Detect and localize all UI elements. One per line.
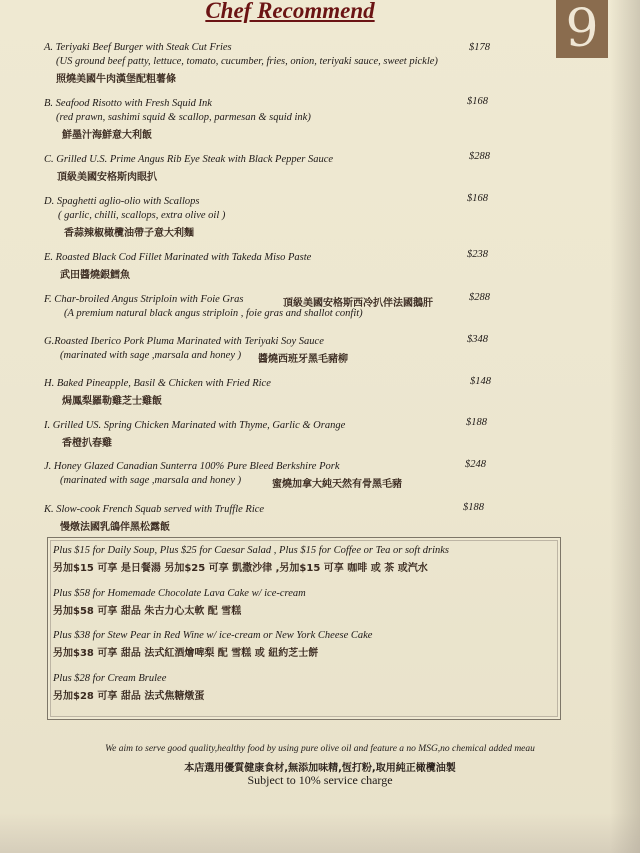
brand-logo: 9 [556,0,608,58]
addon-soup-salad-drink-chinese: 另加$15 可享 是日餐湯 另加$25 可享 凱撒沙律 ,另加$15 可享 咖啡 或 茶 或汽水 [53,563,428,574]
item-d-chinese: 香蒜辣椒橄欖油帶子意大利麵 [64,228,194,239]
item-j-price: $248 [465,459,486,470]
item-h-price: $148 [470,376,491,387]
item-e-chinese: 武田醬燒銀鱈魚 [60,270,130,281]
addon-cream-brulee: Plus $28 for Cream Brulee [53,673,167,684]
item-e-price: $238 [467,249,488,260]
item-a-name: A. Teriyaki Beef Burger with Steak Cut Fries [44,42,232,53]
item-g-desc: (marinated with sage ,marsala and honey ) [60,350,242,361]
addon-lava-cake-chinese: 另加$58 可享 甜品 朱古力心太軟 配 雪糕 [53,606,242,617]
item-j-desc: (marinated with sage ,marsala and honey ) [60,475,242,486]
item-d-desc: ( garlic, chilli, scallops, extra olive oil ) [58,210,226,221]
page-bottom-shadow [0,813,640,853]
item-g-name: G.Roasted Iberico Pork Pluma Marinated with Teriyaki Soy Sauce [44,336,324,347]
item-b-price: $168 [467,96,488,107]
item-b-name: B. Seafood Risotto with Fresh Squid Ink [44,98,212,109]
addon-soup-salad-drink: Plus $15 for Daily Soup, Plus $25 for Caesar Salad , Plus $15 for Coffee or Tea or soft drinks [53,545,450,556]
item-j-chinese: 蜜燒加拿大純天然有骨黑毛豬 [272,479,402,490]
item-b-chinese: 鮮墨汁海鮮意大利飯 [62,130,152,141]
item-d-price: $168 [467,193,488,204]
item-a-chinese: 照燒美國牛肉漢堡配粗薯條 [56,74,176,85]
footer-note-chinese: 本店選用優質健康食材,無添加味精,恆打粉,取用純正橄欖油製 [184,763,456,774]
footer-note: We aim to serve good quality,healthy food by using pure olive oil and feature a no MSG,no chemical added meau [105,744,535,754]
item-d-name: D. Spaghetti aglio-olio with Scallops [44,196,200,207]
item-k-name: K. Slow-cook French Squab served with Truffle Rice [44,504,265,515]
item-i-price: $188 [466,417,487,428]
item-e-name: E. Roasted Black Cod Fillet Marinated with Takeda Miso Paste [44,252,312,263]
addon-lava-cake: Plus $58 for Homemade Chocolate Lava Cake w/ ice-cream [53,588,306,599]
service-charge-note: Subject to 10% service charge [247,773,393,787]
item-k-price: $188 [463,502,484,513]
item-b-desc: (red prawn, sashimi squid & scallop, parmesan & squid ink) [56,112,311,123]
item-c-name: C. Grilled U.S. Prime Angus Rib Eye Steak with Black Pepper Sauce [44,154,334,165]
item-a-price: $178 [469,42,490,53]
item-i-name: I. Grilled US. Spring Chicken Marinated with Thyme, Garlic & Orange [44,420,346,431]
page-edge-shadow [610,0,640,853]
item-f-chinese: 頂級美國安格斯西冷扒伴法國鵝肝 [283,298,433,309]
item-h-chinese: 焗鳳梨羅勒雞芝士雞飯 [62,396,162,407]
addon-cream-brulee-chinese: 另加$28 可享 甜品 法式焦糖燉蛋 [53,691,205,702]
addon-pear-cheesecake: Plus $38 for Stew Pear in Red Wine w/ ice-cream or New York Cheese Cake [53,630,373,641]
item-f-desc: (A premium natural black angus striploin , foie gras and shallot confit) [64,308,363,319]
item-c-price: $288 [469,151,490,162]
item-f-name: F. Char-broiled Angus Striploin with Foie Gras [44,294,244,305]
item-a-desc: (US ground beef patty, lettuce, tomato, cucumber, fries, onion, teriyaki sauce, sweet pickle) [56,56,438,67]
page-title: Chef Recommend [205,0,375,23]
item-j-name: J. Honey Glazed Canadian Sunterra 100% Pure Bleed Berkshire Pork [44,461,340,472]
addon-pear-cheesecake-chinese: 另加$38 可享 甜品 法式紅酒燴啤梨 配 雪糕 或 紐約芝士餅 [53,648,319,659]
item-g-chinese: 醬燒西班牙黑毛豬柳 [258,354,348,365]
item-i-chinese: 香橙扒春雞 [62,438,112,449]
item-k-chinese: 慢燉法國乳鴿伴黑松露飯 [60,522,170,533]
item-g-price: $348 [467,334,488,345]
item-f-price: $288 [469,292,490,303]
item-c-chinese: 頂級美國安格斯肉眼扒 [57,172,157,183]
item-h-name: H. Baked Pineapple, Basil & Chicken with Fried Rice [44,378,271,389]
